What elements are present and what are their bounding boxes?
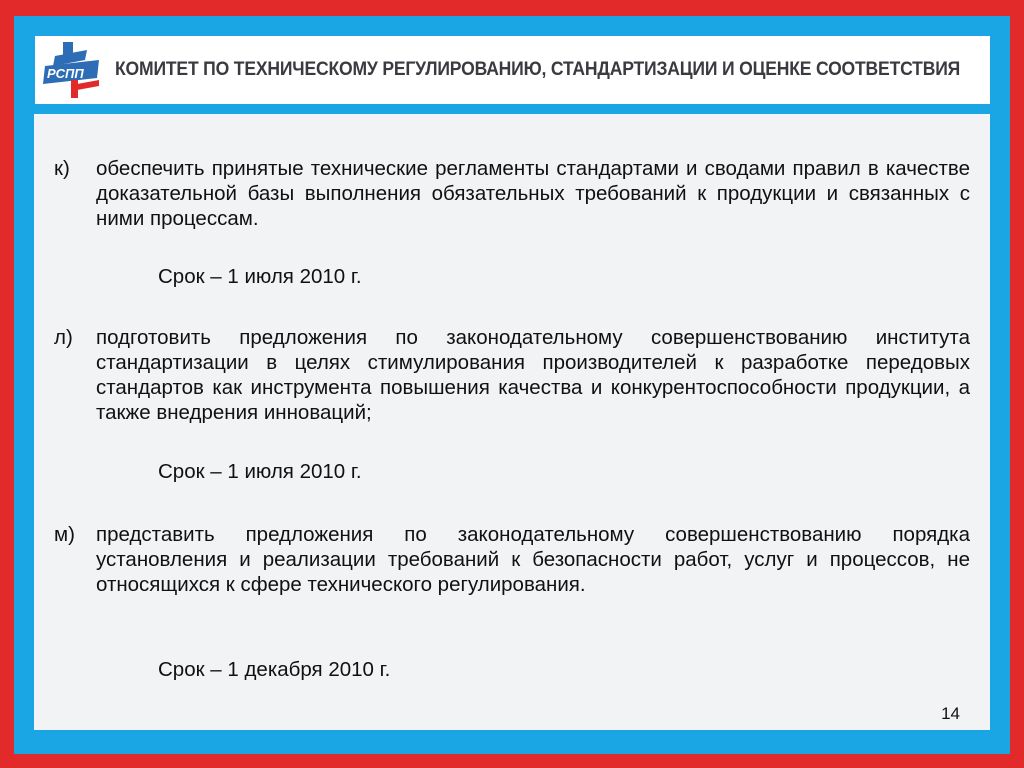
deadline-text: Срок – 1 декабря 2010 г.: [158, 658, 391, 681]
logo-text: РСПП: [47, 66, 84, 81]
list-marker: к): [54, 157, 70, 180]
rspp-logo: [41, 40, 101, 100]
list-item-text: обеспечить принятые технические регламенты стандартами и сводами правил в качестве доказательной базы выполнения обязательных требований к продукции и связанных с ними процессам.: [96, 157, 970, 230]
list-item-text: подготовить предложения по законодательному совершенствованию института стандартизации в целях стимулирования производителей к разработке передовых стандартов как инструмента повышения качества и конкурентоспособности продукции, а также внедрения инноваций;: [96, 326, 970, 424]
page-number: 14: [941, 704, 960, 723]
list-marker: м): [54, 523, 75, 546]
list-item: [54, 325, 970, 425]
deadline-text: Срок – 1 июля 2010 г.: [158, 265, 362, 288]
list-item-text: представить предложения по законодательному совершенствованию порядка установления и реализации требований к безопасности работ, услуг и процессов, не относящихся к сфере технического регулирования.: [96, 523, 970, 596]
list-marker: л): [54, 326, 73, 349]
slide-header: [35, 36, 990, 104]
list-item: [54, 156, 970, 231]
deadline-text: Срок – 1 июля 2010 г.: [158, 460, 362, 483]
slide-content: [34, 114, 990, 730]
header-title: КОМИТЕТ ПО ТЕХНИЧЕСКОМУ РЕГУЛИРОВАНИЮ, СТАНДАРТИЗАЦИИ И ОЦЕНКЕ СООТВЕТСТВИЯ: [115, 58, 961, 80]
list-item: [54, 522, 970, 597]
